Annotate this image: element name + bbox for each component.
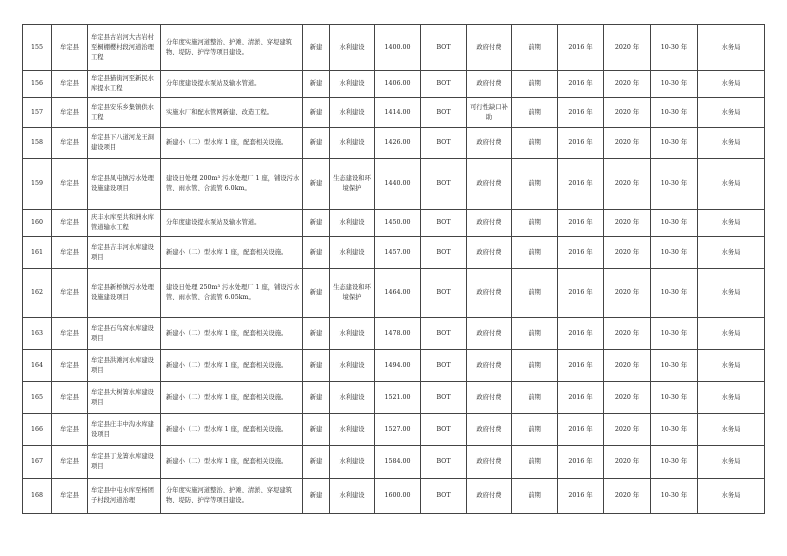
- responsible-department-cell: 水务局: [698, 350, 765, 382]
- return-mechanism-cell: 可行性缺口补助: [467, 98, 512, 128]
- project-stage-cell: 前期: [512, 128, 558, 159]
- responsible-department-cell: 水务局: [698, 414, 765, 446]
- construction-content-cell: 建设日处理 200m³ 污水处理厂 1 座，铺设污水管、雨水管、合流管 6.0km。: [161, 159, 303, 210]
- row-number-cell: 166: [23, 414, 52, 446]
- county-cell: 牟定县: [52, 446, 88, 479]
- cooperation-mode-cell: BOT: [421, 25, 467, 71]
- investment-amount-cell: 1414.00: [375, 98, 421, 128]
- responsible-department-cell: 水务局: [698, 128, 765, 159]
- end-year-cell: 2020 年: [604, 269, 651, 318]
- construction-type-cell: 新建: [303, 318, 330, 350]
- cooperation-period-cell: 10-30 年: [651, 382, 698, 414]
- county-cell: 牟定县: [52, 159, 88, 210]
- start-year-cell: 2016 年: [558, 479, 604, 514]
- project-stage-cell: 前期: [512, 71, 558, 98]
- project-table: [22, 24, 765, 514]
- county-cell: 牟定县: [52, 237, 88, 269]
- end-year-cell: 2020 年: [604, 318, 651, 350]
- table-row: [23, 414, 765, 446]
- construction-type-cell: 新建: [303, 71, 330, 98]
- start-year-cell: 2016 年: [558, 382, 604, 414]
- table-body: [23, 25, 765, 514]
- start-year-cell: 2016 年: [558, 269, 604, 318]
- project-name-cell: 牟定县安乐乡集镇供水工程: [88, 98, 161, 128]
- project-name-cell: 牟定县洪滩河水库建设项目: [88, 350, 161, 382]
- row-number-cell: 158: [23, 128, 52, 159]
- table-row: [23, 382, 765, 414]
- cooperation-mode-cell: BOT: [421, 210, 467, 237]
- cooperation-period-cell: 10-30 年: [651, 25, 698, 71]
- project-stage-cell: 前期: [512, 382, 558, 414]
- investment-amount-cell: 1406.00: [375, 71, 421, 98]
- construction-type-cell: 新建: [303, 446, 330, 479]
- cooperation-period-cell: 10-30 年: [651, 71, 698, 98]
- cooperation-mode-cell: BOT: [421, 350, 467, 382]
- table-row: [23, 446, 765, 479]
- cooperation-period-cell: 10-30 年: [651, 237, 698, 269]
- investment-amount-cell: 1457.00: [375, 237, 421, 269]
- cooperation-period-cell: 10-30 年: [651, 414, 698, 446]
- industry-cell: 水利建设: [330, 382, 375, 414]
- industry-cell: 水利建设: [330, 98, 375, 128]
- end-year-cell: 2020 年: [604, 237, 651, 269]
- industry-cell: 水利建设: [330, 446, 375, 479]
- investment-amount-cell: 1426.00: [375, 128, 421, 159]
- row-number-cell: 157: [23, 98, 52, 128]
- return-mechanism-cell: 政府付费: [467, 210, 512, 237]
- county-cell: 牟定县: [52, 479, 88, 514]
- end-year-cell: 2020 年: [604, 414, 651, 446]
- project-name-cell: 庆丰水库至共和洲水库管道输水工程: [88, 210, 161, 237]
- row-number-cell: 164: [23, 350, 52, 382]
- industry-cell: 水利建设: [330, 237, 375, 269]
- county-cell: 牟定县: [52, 98, 88, 128]
- project-name-cell: 牟定县石鸟窝水库建设项目: [88, 318, 161, 350]
- project-stage-cell: 前期: [512, 479, 558, 514]
- end-year-cell: 2020 年: [604, 71, 651, 98]
- construction-type-cell: 新建: [303, 350, 330, 382]
- county-cell: 牟定县: [52, 128, 88, 159]
- table-row: [23, 128, 765, 159]
- cooperation-period-cell: 10-30 年: [651, 128, 698, 159]
- return-mechanism-cell: 政府付费: [467, 446, 512, 479]
- county-cell: 牟定县: [52, 210, 88, 237]
- start-year-cell: 2016 年: [558, 25, 604, 71]
- project-name-cell: 牟定县大树箐水库建设项目: [88, 382, 161, 414]
- investment-amount-cell: 1440.00: [375, 159, 421, 210]
- county-cell: 牟定县: [52, 71, 88, 98]
- project-name-cell: 牟定县猫街河至新民水库提水工程: [88, 71, 161, 98]
- end-year-cell: 2020 年: [604, 350, 651, 382]
- cooperation-period-cell: 10-30 年: [651, 350, 698, 382]
- project-stage-cell: 前期: [512, 269, 558, 318]
- responsible-department-cell: 水务局: [698, 210, 765, 237]
- cooperation-period-cell: 10-30 年: [651, 446, 698, 479]
- row-number-cell: 167: [23, 446, 52, 479]
- start-year-cell: 2016 年: [558, 128, 604, 159]
- row-number-cell: 155: [23, 25, 52, 71]
- cooperation-mode-cell: BOT: [421, 237, 467, 269]
- industry-cell: 水利建设: [330, 318, 375, 350]
- responsible-department-cell: 水务局: [698, 159, 765, 210]
- project-stage-cell: 前期: [512, 237, 558, 269]
- construction-type-cell: 新建: [303, 237, 330, 269]
- project-name-cell: 牟定县古岩河大古岩村至桐棚樱村段河道治理工程: [88, 25, 161, 71]
- row-number-cell: 156: [23, 71, 52, 98]
- start-year-cell: 2016 年: [558, 414, 604, 446]
- construction-type-cell: 新建: [303, 98, 330, 128]
- project-name-cell: 牟定县下八道河龙王洞建设项目: [88, 128, 161, 159]
- investment-amount-cell: 1584.00: [375, 446, 421, 479]
- industry-cell: 水利建设: [330, 71, 375, 98]
- end-year-cell: 2020 年: [604, 25, 651, 71]
- responsible-department-cell: 水务局: [698, 71, 765, 98]
- return-mechanism-cell: 政府付费: [467, 159, 512, 210]
- industry-cell: 水利建设: [330, 350, 375, 382]
- construction-content-cell: 新建小（二）型水库 1 座，配套相关设施。: [161, 318, 303, 350]
- cooperation-mode-cell: BOT: [421, 71, 467, 98]
- row-number-cell: 159: [23, 159, 52, 210]
- construction-content-cell: 分年度建设提水泵站及输水管道。: [161, 71, 303, 98]
- construction-content-cell: 分年度实施河道整治、护滩、清淤、穿堤建筑物、堤防、护岸等项目建设。: [161, 25, 303, 71]
- county-cell: 牟定县: [52, 318, 88, 350]
- table-row: [23, 318, 765, 350]
- return-mechanism-cell: 政府付费: [467, 128, 512, 159]
- construction-type-cell: 新建: [303, 269, 330, 318]
- project-stage-cell: 前期: [512, 25, 558, 71]
- project-stage-cell: 前期: [512, 210, 558, 237]
- construction-content-cell: 新建小（二）型水库 1 座，配套相关设施。: [161, 414, 303, 446]
- county-cell: 牟定县: [52, 382, 88, 414]
- row-number-cell: 165: [23, 382, 52, 414]
- start-year-cell: 2016 年: [558, 159, 604, 210]
- construction-content-cell: 新建小（二）型水库 1 座，配套相关设施。: [161, 128, 303, 159]
- cooperation-mode-cell: BOT: [421, 479, 467, 514]
- project-stage-cell: 前期: [512, 159, 558, 210]
- table-row: [23, 479, 765, 514]
- end-year-cell: 2020 年: [604, 210, 651, 237]
- start-year-cell: 2016 年: [558, 210, 604, 237]
- project-stage-cell: 前期: [512, 318, 558, 350]
- construction-type-cell: 新建: [303, 414, 330, 446]
- start-year-cell: 2016 年: [558, 350, 604, 382]
- project-stage-cell: 前期: [512, 350, 558, 382]
- industry-cell: 水利建设: [330, 128, 375, 159]
- investment-amount-cell: 1527.00: [375, 414, 421, 446]
- county-cell: 牟定县: [52, 350, 88, 382]
- return-mechanism-cell: 政府付费: [467, 269, 512, 318]
- responsible-department-cell: 水务局: [698, 479, 765, 514]
- project-name-cell: 牟定县丁龙箐水库建设项目: [88, 446, 161, 479]
- return-mechanism-cell: 政府付费: [467, 71, 512, 98]
- industry-cell: 水利建设: [330, 414, 375, 446]
- cooperation-mode-cell: BOT: [421, 159, 467, 210]
- cooperation-period-cell: 10-30 年: [651, 479, 698, 514]
- industry-cell: 生态建设和环境保护: [330, 269, 375, 318]
- cooperation-mode-cell: BOT: [421, 318, 467, 350]
- responsible-department-cell: 水务局: [698, 237, 765, 269]
- project-name-cell: 牟定县新桥镇污水处理设施建设项目: [88, 269, 161, 318]
- responsible-department-cell: 水务局: [698, 98, 765, 128]
- row-number-cell: 168: [23, 479, 52, 514]
- county-cell: 牟定县: [52, 414, 88, 446]
- row-number-cell: 162: [23, 269, 52, 318]
- table-row: [23, 269, 765, 318]
- cooperation-mode-cell: BOT: [421, 414, 467, 446]
- construction-content-cell: 实施水厂和配水管网新建、改造工程。: [161, 98, 303, 128]
- return-mechanism-cell: 政府付费: [467, 414, 512, 446]
- end-year-cell: 2020 年: [604, 128, 651, 159]
- project-stage-cell: 前期: [512, 98, 558, 128]
- investment-amount-cell: 1400.00: [375, 25, 421, 71]
- table-row: [23, 25, 765, 71]
- return-mechanism-cell: 政府付费: [467, 350, 512, 382]
- responsible-department-cell: 水务局: [698, 382, 765, 414]
- cooperation-mode-cell: BOT: [421, 382, 467, 414]
- construction-type-cell: 新建: [303, 25, 330, 71]
- responsible-department-cell: 水务局: [698, 25, 765, 71]
- cooperation-period-cell: 10-30 年: [651, 98, 698, 128]
- start-year-cell: 2016 年: [558, 318, 604, 350]
- investment-amount-cell: 1450.00: [375, 210, 421, 237]
- investment-amount-cell: 1494.00: [375, 350, 421, 382]
- investment-amount-cell: 1521.00: [375, 382, 421, 414]
- cooperation-period-cell: 10-30 年: [651, 159, 698, 210]
- construction-type-cell: 新建: [303, 479, 330, 514]
- table-row: [23, 159, 765, 210]
- investment-amount-cell: 1478.00: [375, 318, 421, 350]
- start-year-cell: 2016 年: [558, 98, 604, 128]
- return-mechanism-cell: 政府付费: [467, 318, 512, 350]
- responsible-department-cell: 水务局: [698, 318, 765, 350]
- construction-type-cell: 新建: [303, 159, 330, 210]
- row-number-cell: 161: [23, 237, 52, 269]
- return-mechanism-cell: 政府付费: [467, 479, 512, 514]
- end-year-cell: 2020 年: [604, 479, 651, 514]
- cooperation-period-cell: 10-30 年: [651, 210, 698, 237]
- end-year-cell: 2020 年: [604, 382, 651, 414]
- construction-content-cell: 分年度建设提水泵站及输水管道。: [161, 210, 303, 237]
- construction-content-cell: 新建小（二）型水库 1 座，配套相关设施。: [161, 350, 303, 382]
- responsible-department-cell: 水务局: [698, 446, 765, 479]
- industry-cell: 水利建设: [330, 25, 375, 71]
- end-year-cell: 2020 年: [604, 98, 651, 128]
- project-stage-cell: 前期: [512, 414, 558, 446]
- table-row: [23, 210, 765, 237]
- county-cell: 牟定县: [52, 25, 88, 71]
- start-year-cell: 2016 年: [558, 71, 604, 98]
- return-mechanism-cell: 政府付费: [467, 382, 512, 414]
- construction-content-cell: 建设日处理 250m³ 污水处理厂 1 座，铺设污水管、雨水管、合流管 6.05km。: [161, 269, 303, 318]
- table-row: [23, 71, 765, 98]
- table-row: [23, 98, 765, 128]
- project-name-cell: 牟定县凤屯镇污水处理设施建设项目: [88, 159, 161, 210]
- construction-content-cell: 分年度实施河道整治、护滩、清淤、穿堤建筑物、堤防、护岸等项目建设。: [161, 479, 303, 514]
- return-mechanism-cell: 政府付费: [467, 237, 512, 269]
- investment-amount-cell: 1600.00: [375, 479, 421, 514]
- construction-type-cell: 新建: [303, 382, 330, 414]
- end-year-cell: 2020 年: [604, 446, 651, 479]
- cooperation-mode-cell: BOT: [421, 98, 467, 128]
- industry-cell: 水利建设: [330, 210, 375, 237]
- row-number-cell: 160: [23, 210, 52, 237]
- table-row: [23, 350, 765, 382]
- row-number-cell: 163: [23, 318, 52, 350]
- table-row: [23, 237, 765, 269]
- project-name-cell: 牟定县中屯水库至杨团子村段河道治理: [88, 479, 161, 514]
- construction-content-cell: 新建小（二）型水库 1 座，配套相关设施。: [161, 446, 303, 479]
- construction-type-cell: 新建: [303, 210, 330, 237]
- cooperation-mode-cell: BOT: [421, 269, 467, 318]
- cooperation-period-cell: 10-30 年: [651, 318, 698, 350]
- project-stage-cell: 前期: [512, 446, 558, 479]
- start-year-cell: 2016 年: [558, 446, 604, 479]
- return-mechanism-cell: 政府付费: [467, 25, 512, 71]
- project-name-cell: 牟定县庄丰中沟水库建设项目: [88, 414, 161, 446]
- investment-amount-cell: 1464.00: [375, 269, 421, 318]
- construction-type-cell: 新建: [303, 128, 330, 159]
- cooperation-mode-cell: BOT: [421, 128, 467, 159]
- responsible-department-cell: 水务局: [698, 269, 765, 318]
- construction-content-cell: 新建小（二）型水库 1 座，配套相关设施。: [161, 237, 303, 269]
- start-year-cell: 2016 年: [558, 237, 604, 269]
- project-name-cell: 牟定县吉丰河水库建设项目: [88, 237, 161, 269]
- county-cell: 牟定县: [52, 269, 88, 318]
- industry-cell: 水利建设: [330, 479, 375, 514]
- end-year-cell: 2020 年: [604, 159, 651, 210]
- construction-content-cell: 新建小（二）型水库 1 座，配套相关设施。: [161, 382, 303, 414]
- cooperation-mode-cell: BOT: [421, 446, 467, 479]
- cooperation-period-cell: 10-30 年: [651, 269, 698, 318]
- industry-cell: 生态建设和环境保护: [330, 159, 375, 210]
